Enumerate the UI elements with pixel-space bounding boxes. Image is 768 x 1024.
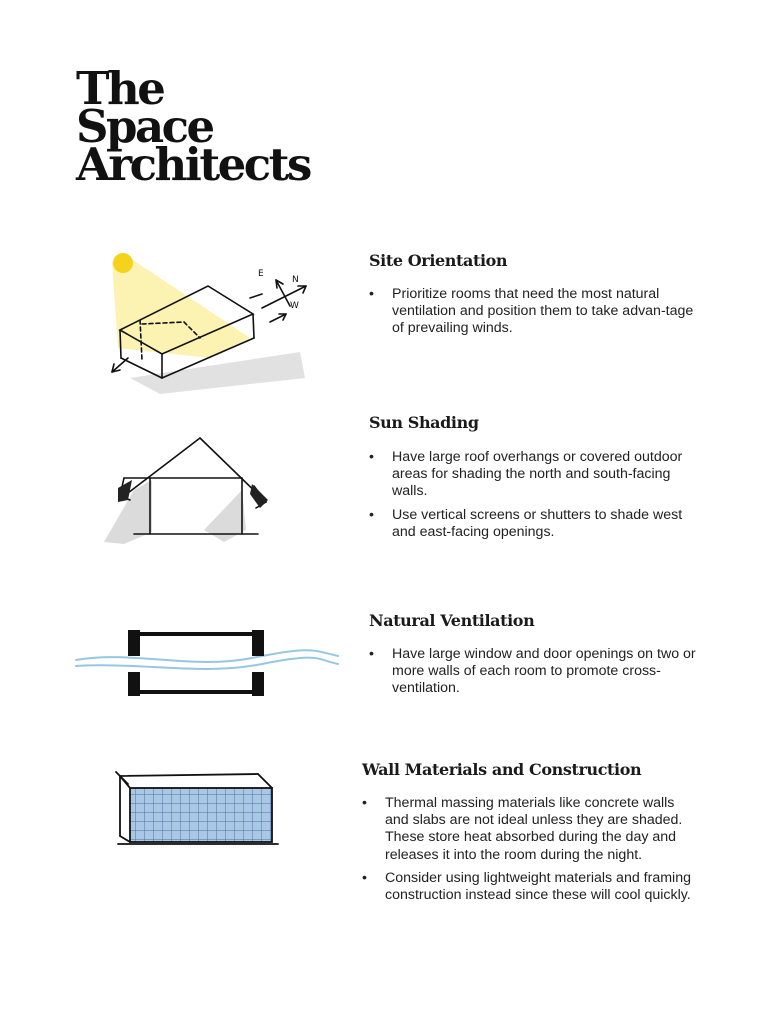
brand-line-3: Architects (76, 138, 310, 191)
bullet-list (369, 646, 699, 704)
natural-ventilation-sketch (72, 620, 342, 720)
bullet-item: • Use vertical screens or shutters to shade west and east-facing openings. (369, 507, 699, 541)
brand-logo (76, 62, 310, 191)
bullet-item: • Have large roof overhangs or covered outdoor areas for shading the north and south-facing walls. (369, 449, 699, 501)
section-title: Site Orientation (369, 251, 508, 270)
bullet-item: • Have large window and door openings on two or more walls of each room to promote cross-ventilation. (369, 646, 699, 698)
svg-text:W: W (290, 301, 299, 311)
bullet-item: • Thermal massing materials like concrete walls and slabs are not ideal unless they are shaded. These store heat absorbed during the day and releases it into the room during the night. (362, 795, 692, 864)
bullet-list (369, 286, 699, 344)
bullet-item: • Consider using lightweight materials and framing construction instead since these will cool quickly. (362, 870, 692, 904)
brand-line-1: The (76, 62, 164, 115)
wall-materials-sketch (108, 758, 288, 858)
sun-shading-sketch (94, 430, 284, 560)
site-orientation-sketch (90, 248, 320, 398)
section-title: Wall Materials and Construction (362, 760, 642, 779)
section-title: Sun Shading (369, 413, 479, 432)
svg-text:E: E (258, 269, 264, 279)
brand-line-2: Space (76, 100, 213, 153)
bullet-item: • Prioritize rooms that need the most natural ventilation and position them to take advan-tage of prevailing winds. (369, 286, 699, 338)
bullet-list (369, 449, 699, 547)
section-title: Natural Ventilation (369, 611, 535, 630)
svg-text:N: N (292, 275, 299, 285)
bullet-list (362, 795, 692, 910)
